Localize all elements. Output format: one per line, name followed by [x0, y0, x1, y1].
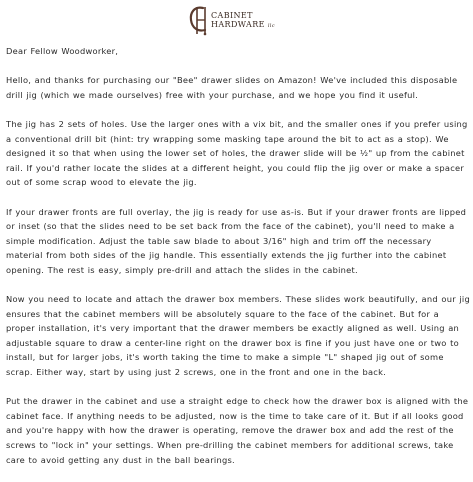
letter-paragraph-1: Hello, and thanks for purchasing our "Bee" drawer slides on Amazon! We've included this disposable drill jig (which we made ourselves) free with your purchase, and we hope you find it useful. [6, 75, 458, 100]
logo-text-hardware-word: HARDWARE [211, 20, 265, 29]
logo-text-hardware [211, 20, 275, 29]
company-logo [188, 3, 288, 37]
letter-paragraph-2: The jig has 2 sets of holes. Use the larger ones with a vix bit, and the smaller ones if you prefer using a conventional drill bit (hint: try wrapping some masking tape around the bit to act as a stop). We designed it so that when using the lower set of holes, the drawer slide will be ½" up from the cabinet rail. If you'd rather locate the slides at a different height, you could flip the jig over or make a spacer out of some scrap wood to elevate the jig. [6, 118, 468, 188]
logo-text-cabinet: CABINET [211, 11, 253, 20]
ch-monogram-icon [188, 3, 212, 37]
letter-paragraph-5: Put the drawer in the cabinet and use a straight edge to check how the drawer box is aligned with the cabinet face. If anything needs to be adjusted, now is the time to take care of it. But if all looks good and you're happy with how the drawer is operating, remove the drawer box and add the rest of the screws to "lock in" your settings. When pre-drilling the cabinet members for additional screws, take care to avoid getting any dust in the ball bearings. [6, 396, 469, 465]
letter-salutation: Dear Fellow Woodworker, [6, 46, 119, 56]
letter-body [6, 44, 470, 482]
letter-paragraph-4: Now you need to locate and attach the drawer box members. These slides work beautifully, and our jig ensures that the cabinet members will be absolutely square to the face of the cabinet. But for a proper installation, it's very important that the drawer members be exactly aligned as well. Using an adjustable square to draw a center-line right on the drawer box is fine if you just have one or two to install, but for larger jobs, it's worth taking the time to make a simple "L" shaped jig out of some scrap. Either way, start by using just 2 screws, one in the front and one in the back. [6, 294, 470, 378]
letter-paragraph-3: If your drawer fronts are full overlay, the jig is ready for use as-is. But if your drawer fronts are lipped or inset (so that the slides need to be set back from the face of the cabinet), you'll need to make a simple modification. Adjust the table saw blade to about 3/16" high and trim off the necessary material from both sides of the jig handle. This essentially extends the jig further into the cabinet opening. The rest is easy, simply pre-drill and attach the slides in the cabinet. [6, 206, 467, 275]
logo-llc: llc [267, 23, 276, 29]
